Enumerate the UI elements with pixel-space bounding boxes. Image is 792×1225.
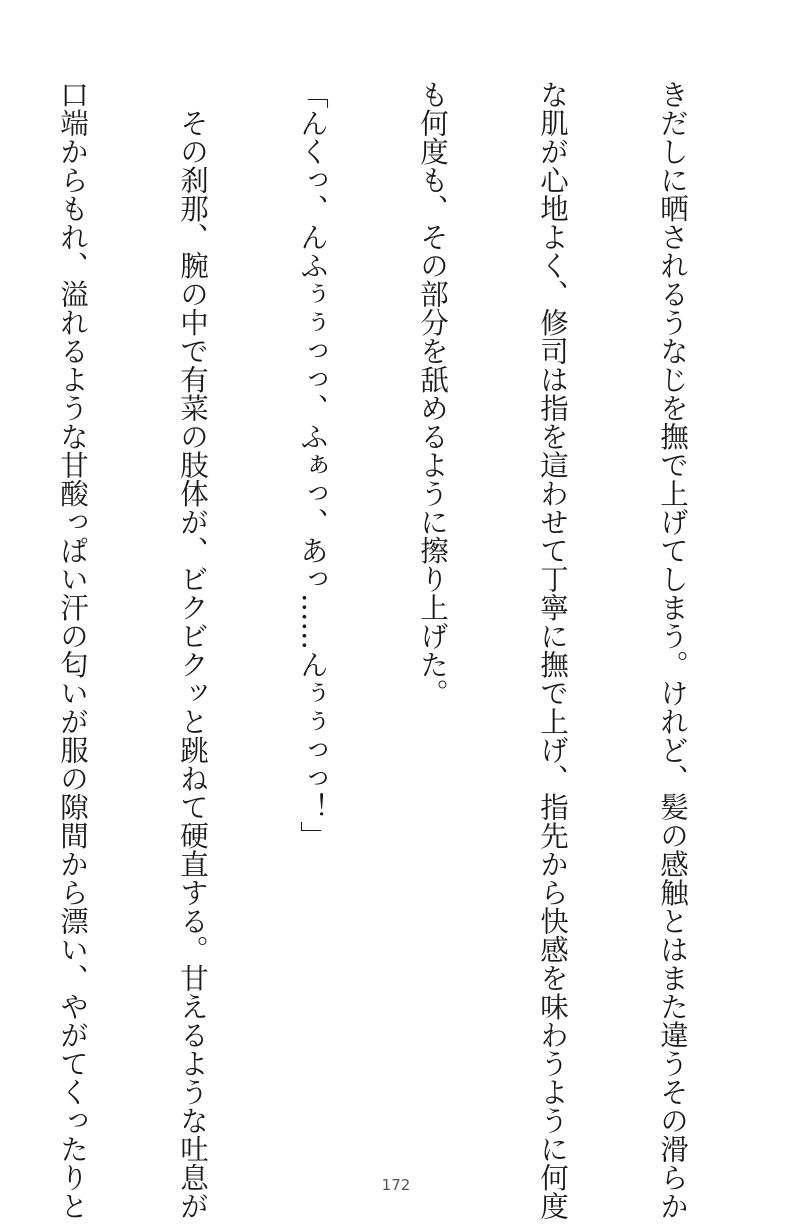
text-line-3: も何度も、その部分を舐めるように擦り上げた。	[416, 80, 449, 707]
text-line-4: 「んくっ、んふぅぅっっ、ふぁっ、あっ……んぅぅっっ！」	[296, 80, 329, 850]
text-line-6: 口端からもれ、溢れるような甘酸っぱい汗の匂いが服の隙間から漂い、やがてくったりと	[56, 80, 89, 1220]
text-line-2: な肌が心地よく、修司は指を這わせて丁寧に撫で上げ、指先から快感を味わうように何度	[536, 80, 569, 1220]
text-line-5: その刹那、腕の中で有菜の肢体が、ビクビクッと跳ねて硬直する。甘えるような吐息が	[176, 80, 209, 1220]
page-number: 172	[381, 1176, 411, 1194]
text-line-1: きだしに晒されるうなじを撫で上げてしまう。けれど、髪の感触とはまた違うその滑らか	[656, 80, 689, 1220]
